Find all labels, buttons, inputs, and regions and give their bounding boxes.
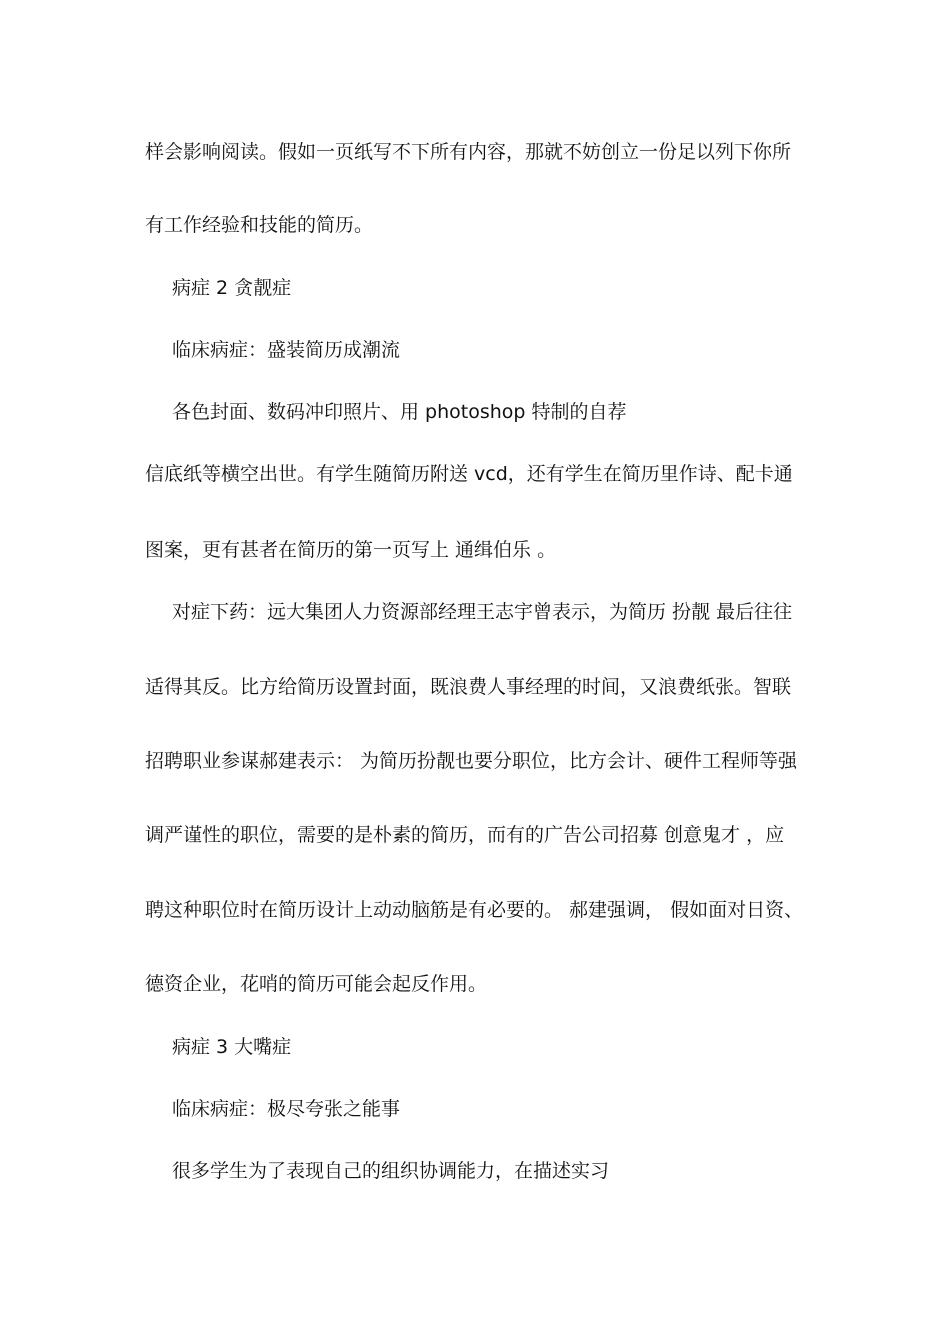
paragraph-line: 各色封面、数码冲印照片、用 photoshop 特制的自荐 bbox=[172, 401, 627, 423]
paragraph-line: 样会影响阅读。假如一页纸写不下所有内容，那就不妨创立一份足以列下你所 bbox=[145, 141, 792, 163]
symptom-line: 临床病症：极尽夸张之能事 bbox=[172, 1098, 401, 1120]
paragraph-line: 招聘职业参谋郝建表示： 为简历扮靓也要分职位，比方会计、硬件工程师等强 bbox=[145, 750, 798, 772]
paragraph-line: 调严谨性的职位，需要的是朴素的简历，而有的广告公司招募 创意鬼才 ，应 bbox=[145, 824, 785, 846]
section-heading: 病症 3 大嘴症 bbox=[172, 1036, 292, 1058]
symptom-line: 临床病症：盛装简历成潮流 bbox=[172, 339, 401, 361]
paragraph-line: 图案，更有甚者在简历的第一页写上 通缉伯乐 。 bbox=[145, 539, 557, 561]
paragraph-line: 德资企业，花哨的简历可能会起反作用。 bbox=[145, 973, 488, 995]
paragraph-line: 适得其反。比方给简历设置封面，既浪费人事经理的时间，又浪费纸张。智联 bbox=[145, 676, 792, 698]
paragraph-line: 对症下药：远大集团人力资源部经理王志宇曾表示，为简历 扮靓 最后往往 bbox=[172, 601, 793, 623]
paragraph-line: 有工作经验和技能的简历。 bbox=[145, 214, 374, 236]
paragraph-line: 信底纸等横空出世。有学生随简历附送 vcd，还有学生在简历里作诗、配卡通 bbox=[145, 463, 793, 485]
paragraph-line: 很多学生为了表现自己的组织协调能力，在描述实习 bbox=[172, 1160, 610, 1182]
paragraph-line: 聘这种职位时在简历设计上动动脑筋是有必要的。 郝建强调， 假如面对日资、 bbox=[145, 899, 804, 921]
section-heading: 病症 2 贪靓症 bbox=[172, 277, 292, 299]
